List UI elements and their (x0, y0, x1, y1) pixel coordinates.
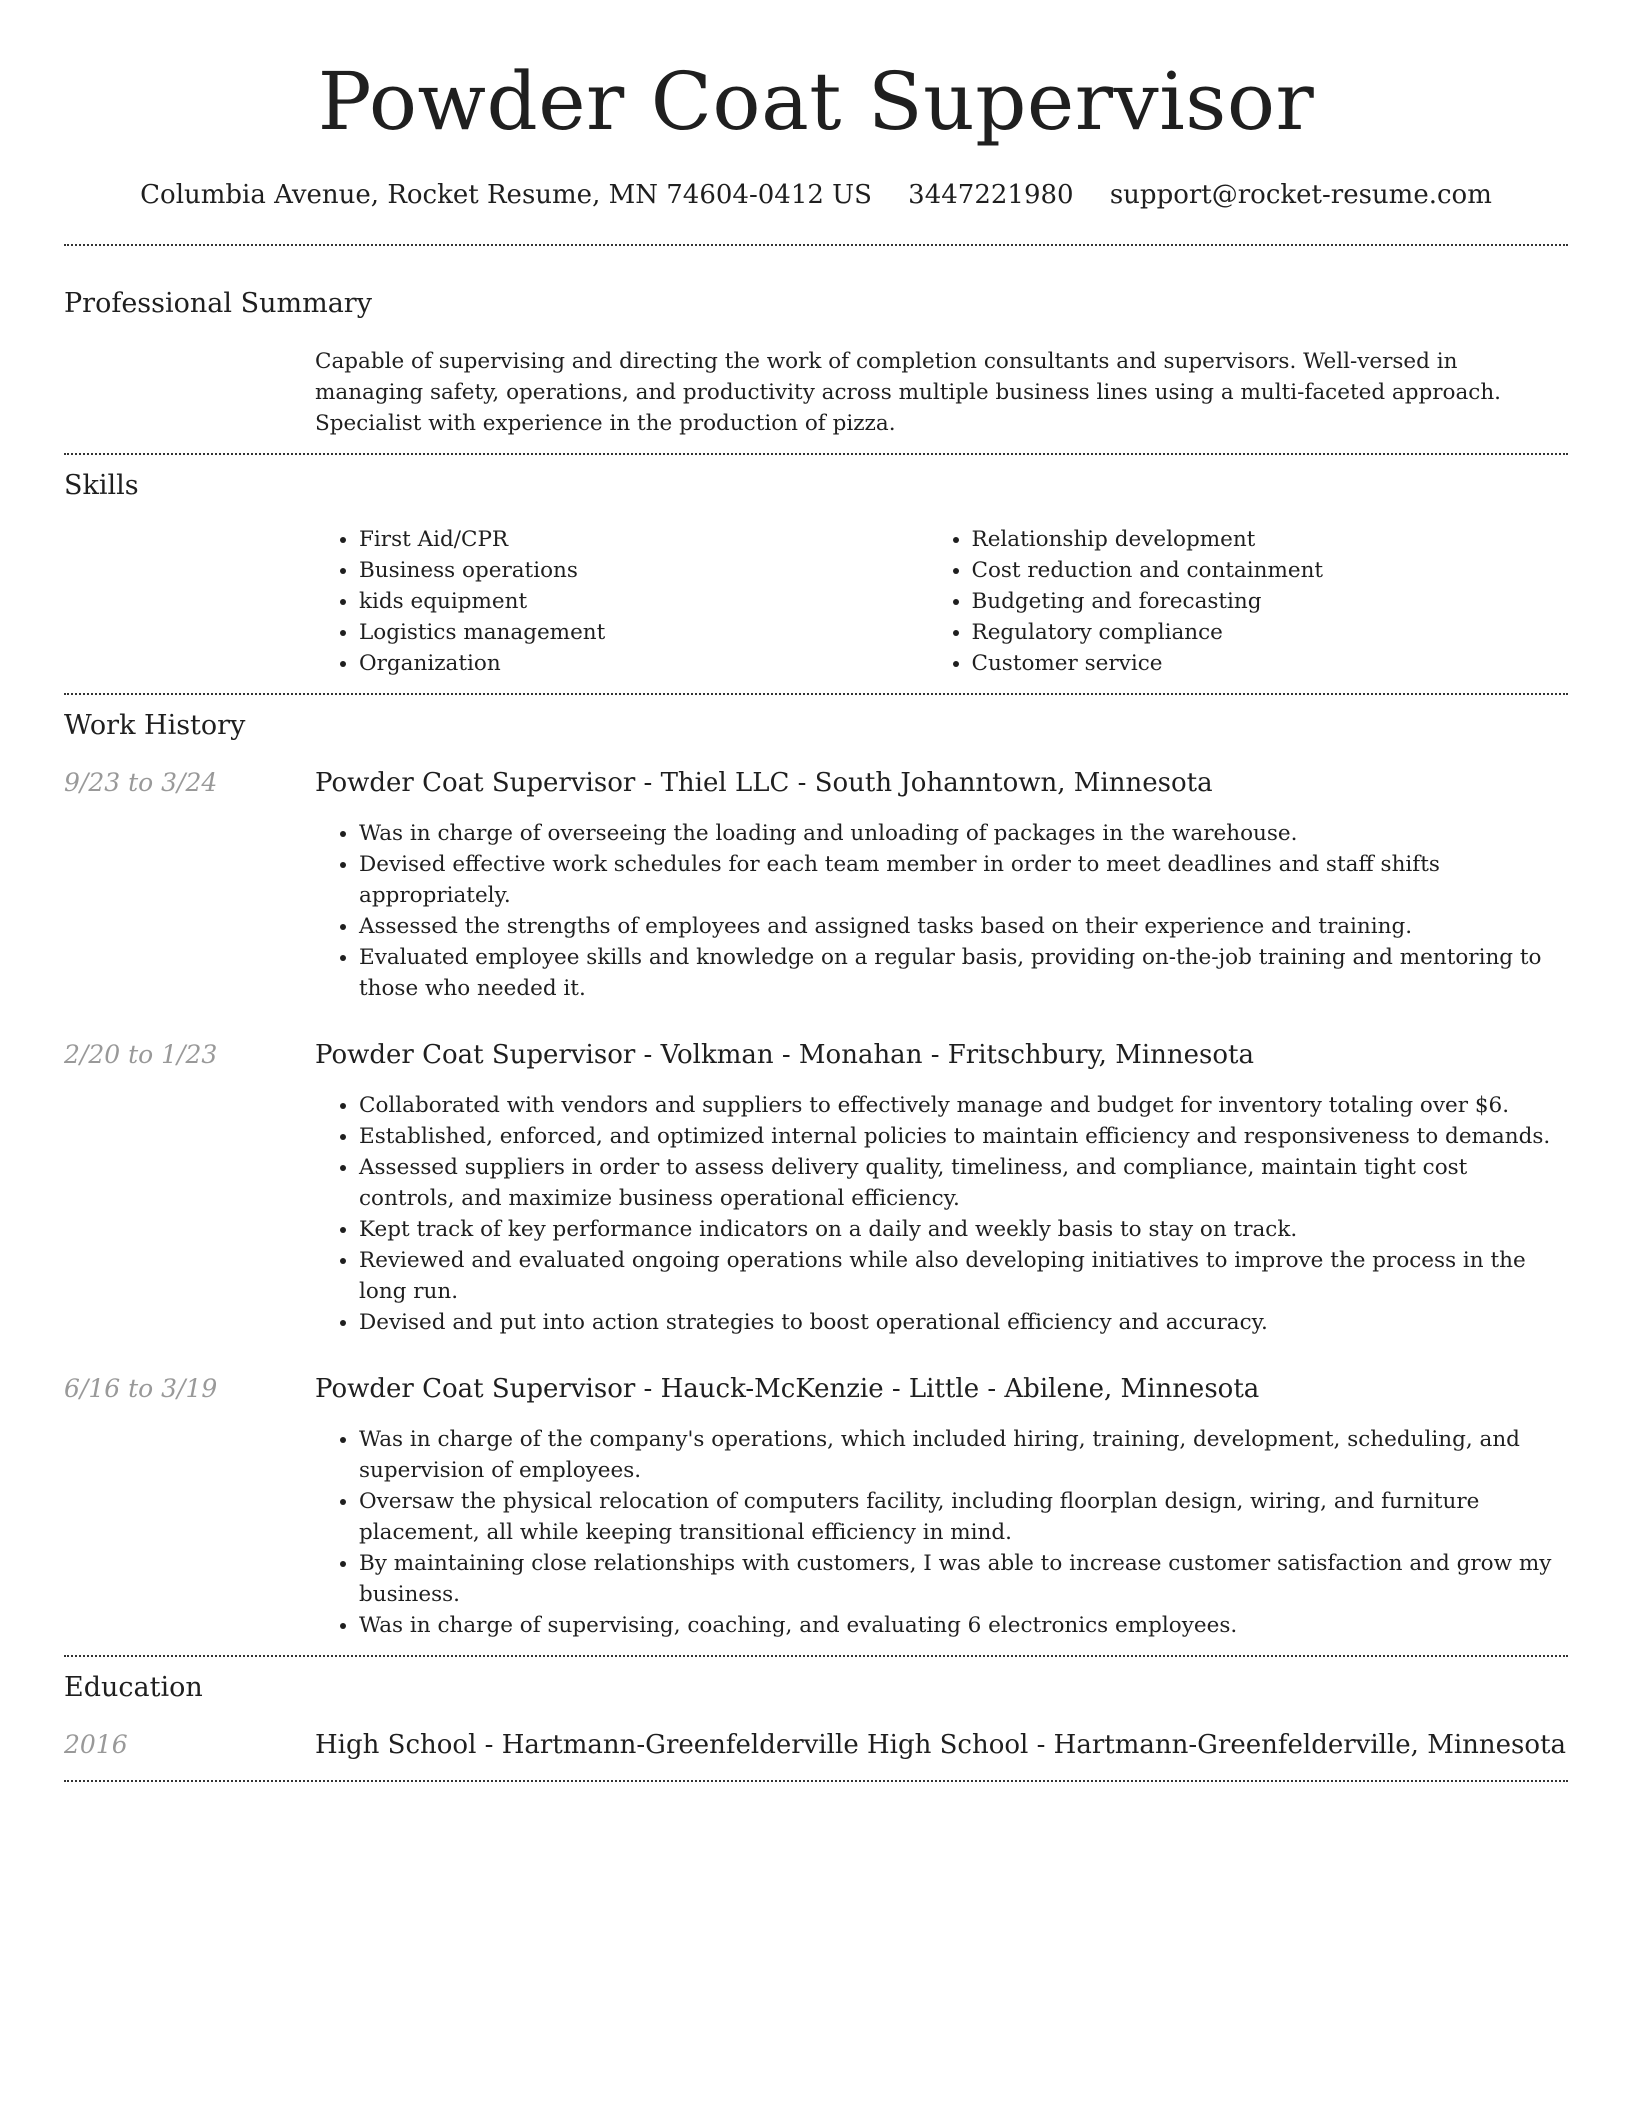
divider (64, 693, 1568, 695)
job-entry (64, 770, 1568, 1004)
skills-row (64, 524, 1568, 679)
list-item: • Established, enforced, and optimized internal policies to maintain efficiency and responsiveness to demands. (359, 1121, 1568, 1152)
list-item: • Devised effective work schedules for each team member in order to meet deadlines and staff shifts appropriately. (359, 849, 1568, 911)
section-title-skills: Skills (64, 470, 139, 501)
job-bullets (315, 1090, 1568, 1338)
section-title-education: Education (64, 1672, 203, 1703)
divider (64, 1780, 1568, 1782)
skills-list (315, 524, 1568, 679)
list-item: • Customer service (972, 648, 1569, 679)
contact-phone: 3447221980 (908, 180, 1074, 210)
list-item: • Was in charge of the company's operations, which included hiring, training, development, scheduling, and supervision of employees. (359, 1424, 1568, 1486)
skills-column-left (315, 524, 942, 679)
list-item: • Assessed the strengths of employees and assigned tasks based on their experience and training. (359, 911, 1568, 942)
job-dates: 2/20 to 1/23 (64, 1040, 218, 1069)
list-item: • Regulatory compliance (972, 617, 1569, 648)
list-item: • Evaluated employee skills and knowledge on a regular basis, providing on-the-job training and mentoring to those who needed it. (359, 942, 1568, 1004)
list-item: • Budgeting and forecasting (972, 586, 1569, 617)
job-entry (64, 1376, 1568, 1641)
job-bullets (315, 1424, 1568, 1641)
job-dates: 9/23 to 3/24 (64, 768, 218, 797)
list-item: • Logistics management (359, 617, 942, 648)
list-item: • kids equipment (359, 586, 942, 617)
list-item: • Cost reduction and containment (972, 555, 1569, 586)
section-title-summary: Professional Summary (64, 288, 372, 319)
list-item: • By maintaining close relationships with customers, I was able to increase customer satisfaction and grow my business. (359, 1548, 1568, 1610)
resume-name: Powder Coat Supervisor (317, 55, 1315, 148)
divider (64, 244, 1568, 246)
section-title-work: Work History (64, 710, 246, 741)
list-item: • Business operations (359, 555, 942, 586)
list-item: • Collaborated with vendors and suppliers to effectively manage and budget for inventory totaling over $6. (359, 1090, 1568, 1121)
contact-address: Columbia Avenue, Rocket Resume, MN 74604-0412 US (140, 180, 872, 210)
contact-line (64, 182, 1568, 208)
contact-email: support@rocket-resume.com (1109, 180, 1492, 210)
list-item: • Assessed suppliers in order to assess delivery quality, timeliness, and compliance, maintain tight cost controls, and maximize business operational efficiency. (359, 1152, 1568, 1214)
job-entry (64, 1042, 1568, 1338)
education-heading: High School - Hartmann-Greenfelderville High School - Hartmann-Greenfelderville, Minnesota (315, 1730, 1566, 1760)
list-item: • Kept track of key performance indicators on a daily and weekly basis to stay on track. (359, 1214, 1568, 1245)
job-bullets (315, 818, 1568, 1004)
summary-row (64, 346, 1568, 439)
job-heading: Powder Coat Supervisor - Thiel LLC - South Johanntown, Minnesota (315, 768, 1213, 798)
job-heading: Powder Coat Supervisor - Hauck-McKenzie - Little - Abilene, Minnesota (315, 1374, 1260, 1404)
job-heading: Powder Coat Supervisor - Volkman - Monahan - Fritschbury, Minnesota (315, 1040, 1254, 1070)
list-item: • Oversaw the physical relocation of computers facility, including floorplan design, wiring, and furniture placement, all while keeping transitional efficiency in mind. (359, 1486, 1568, 1548)
list-item: • Organization (359, 648, 942, 679)
education-entry (64, 1732, 1568, 1758)
divider (64, 1655, 1568, 1657)
education-dates: 2016 (64, 1730, 128, 1759)
summary-text: Capable of supervising and directing the work of completion consultants and supervisors. Well-versed in managing safety, operations, and productivity across multiple business lines using a multi-faceted approach. Specialist with experience in the production of pizza. (315, 349, 1502, 436)
list-item: • Was in charge of supervising, coaching, and evaluating 6 electronics employees. (359, 1610, 1568, 1641)
job-dates: 6/16 to 3/19 (64, 1374, 218, 1403)
list-item: • Reviewed and evaluated ongoing operations while also developing initiatives to improve the process in the long run. (359, 1245, 1568, 1307)
skills-column-right (942, 524, 1569, 679)
divider (64, 453, 1568, 455)
list-item: • Relationship development (972, 524, 1569, 555)
list-item: • Devised and put into action strategies to boost operational efficiency and accuracy. (359, 1307, 1568, 1338)
list-item: • Was in charge of overseeing the loading and unloading of packages in the warehouse. (359, 818, 1568, 849)
list-item: • First Aid/CPR (359, 524, 942, 555)
